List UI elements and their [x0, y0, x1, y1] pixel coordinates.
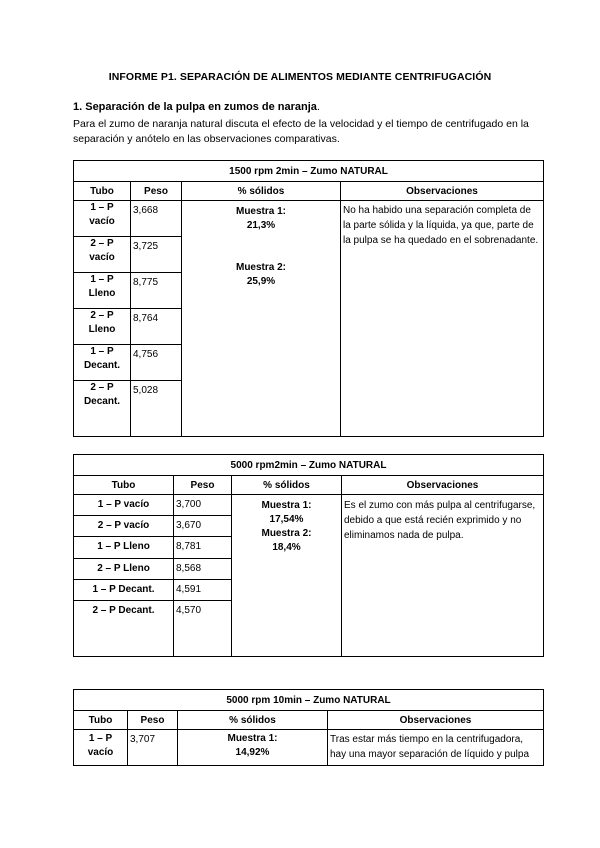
col-header-observaciones: Observaciones [342, 476, 544, 495]
table-row [74, 495, 544, 516]
peso-cell: 3,670 [174, 516, 232, 537]
solidos-cell [182, 201, 341, 437]
table-row [74, 730, 544, 766]
section-heading [73, 101, 320, 113]
tubo-cell: 1 – P Decant. [74, 580, 174, 601]
peso-cell: 8,781 [174, 537, 232, 559]
muestra-1-value: 21,3% [246, 220, 276, 231]
tubo-line: 2 – P [90, 238, 114, 249]
observaciones-cell: Es el zumo con más pulpa al centrifugarse, debido a que está recién exprimido y no eliminamos nada de pulpa. [342, 495, 544, 657]
tubo-cell: 2 – P Lleno [74, 559, 174, 580]
tubo-line: 1 – P [88, 733, 113, 744]
section-heading-period: . [316, 101, 320, 113]
table-caption: 5000 rpm2min – Zumo NATURAL [74, 455, 544, 476]
table-5000rpm-2min [73, 454, 544, 657]
tubo-cell [74, 309, 131, 345]
tubo-line: 1 – P [90, 346, 114, 357]
tubo-line: Decant. [83, 396, 121, 407]
muestra-1-value: 14,92% [235, 747, 270, 758]
col-header-tubo: Tubo [74, 476, 174, 495]
muestra-2-label: Muestra 2: [235, 262, 286, 273]
peso-cell: 8,568 [174, 559, 232, 580]
tubo-cell [74, 381, 131, 437]
col-header-peso: Peso [174, 476, 232, 495]
table-caption: 1500 rpm 2min – Zumo NATURAL [74, 161, 544, 182]
tubo-cell [74, 201, 131, 237]
peso-cell: 4,756 [131, 345, 182, 381]
tubo-line: vacío [89, 252, 115, 263]
col-header-solidos: % sólidos [182, 182, 341, 201]
tubo-cell: 2 – P vacío [74, 516, 174, 537]
col-header-solidos: % sólidos [232, 476, 342, 495]
table-row [74, 201, 544, 237]
muestra-1-label: Muestra 1: [261, 500, 312, 511]
tubo-cell [74, 273, 131, 309]
peso-cell: 8,764 [131, 309, 182, 345]
peso-cell: 4,570 [174, 601, 232, 657]
table-1500rpm-2min [73, 160, 544, 437]
muestra-1-label: Muestra 1: [227, 733, 278, 744]
table-5000rpm-10min [73, 689, 544, 766]
tubo-line: Lleno [88, 324, 116, 335]
muestra-1-value: 17,54% [269, 514, 304, 525]
tubo-line: 2 – P [90, 382, 114, 393]
col-header-solidos: % sólidos [178, 711, 328, 730]
tubo-line: Lleno [88, 288, 116, 299]
tubo-line: vacío [89, 216, 115, 227]
solidos-cell [232, 495, 342, 657]
col-header-tubo: Tubo [74, 711, 128, 730]
muestra-2-value: 25,9% [246, 276, 276, 287]
peso-cell: 3,707 [128, 730, 178, 766]
observaciones-cell: Tras estar más tiempo en la centrifugadora, hay una mayor separación de líquido y pulpa [328, 730, 544, 766]
tubo-line: 2 – P [90, 310, 114, 321]
col-header-observaciones: Observaciones [341, 182, 544, 201]
col-header-observaciones: Observaciones [328, 711, 544, 730]
peso-cell: 5,028 [131, 381, 182, 437]
peso-cell: 4,591 [174, 580, 232, 601]
observaciones-cell: No ha habido una separación completa de la parte sólida y la líquida, ya que, parte de la pulpa se ha quedado en el sobrenadante. [341, 201, 544, 437]
intro-paragraph: Para el zumo de naranja natural discuta el efecto de la velocidad y el tiempo de centrifugado en la separación y anótelo en las observaciones comparativas. [73, 118, 529, 145]
tubo-cell: 2 – P Decant. [74, 601, 174, 657]
solidos-cell [178, 730, 328, 766]
muestra-1-label: Muestra 1: [235, 206, 286, 217]
col-header-tubo: Tubo [74, 182, 131, 201]
tubo-cell [74, 345, 131, 381]
peso-cell: 8,775 [131, 273, 182, 309]
tubo-cell: 1 – P Lleno [74, 537, 174, 559]
peso-cell: 3,700 [174, 495, 232, 516]
tubo-line: 1 – P [90, 274, 114, 285]
tubo-line: Decant. [83, 360, 121, 371]
tubo-cell [74, 237, 131, 273]
report-title: INFORME P1. SEPARACIÓN DE ALIMENTOS MEDIANTE CENTRIFUGACIÓN [108, 71, 492, 83]
tubo-cell [74, 730, 128, 766]
tubo-line: 1 – P [90, 202, 114, 213]
col-header-peso: Peso [131, 182, 182, 201]
peso-cell: 3,668 [131, 201, 182, 237]
section-heading-text: 1. Separación de la pulpa en zumos de naranja [73, 101, 317, 113]
col-header-peso: Peso [128, 711, 178, 730]
table-caption: 5000 rpm 10min – Zumo NATURAL [74, 690, 544, 711]
tubo-cell: 1 – P vacío [74, 495, 174, 516]
tubo-line: vacío [87, 747, 114, 758]
muestra-2-label: Muestra 2: [261, 528, 312, 539]
peso-cell: 3,725 [131, 237, 182, 273]
muestra-2-value: 18,4% [272, 542, 301, 553]
